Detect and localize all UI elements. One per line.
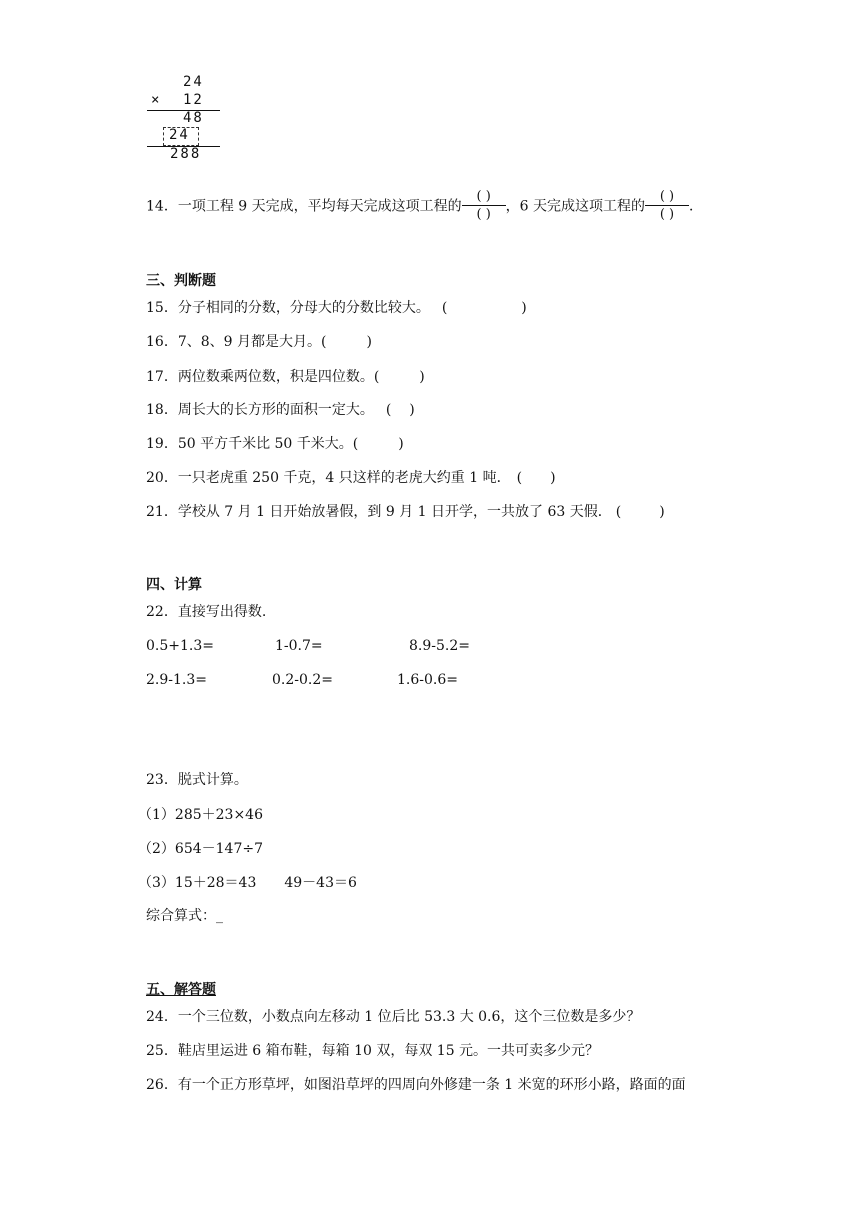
question-15: 15．分子相同的分数，分母大的分数比较大。 ( ): [146, 300, 527, 316]
q23-part-2: （2）654－147÷7: [138, 841, 263, 857]
question-24: 24．一个三位数，小数点向左移动 1 位后比 53.3 大 0.6，这个三位数是多少？: [146, 1009, 641, 1025]
calc-item: 8.9-5.2=: [409, 638, 470, 654]
section-answer-title: 五、解答题: [146, 982, 216, 998]
q14-text-2: ，6 天完成这项工程的: [505, 198, 645, 215]
question-20: 20．一只老虎重 250 千克，4 只这样的老虎大约重 1 吨． ( ): [146, 470, 556, 486]
question-18: 18．周长大的长方形的面积一定大。 ( ): [146, 402, 415, 418]
multiplicand: 24: [183, 74, 204, 90]
q23-part-1: （1）285＋23×46: [138, 807, 263, 823]
partial-product-2: 24: [169, 127, 190, 143]
question-23: 23．脱式计算。: [146, 772, 248, 788]
calc-item: 1.6-0.6=: [397, 672, 458, 688]
q14-text-3: ．: [688, 198, 703, 215]
q14-text-1: 14．一项工程 9 天完成，平均每天完成这项工程的: [146, 198, 462, 215]
times-sign: ×: [151, 92, 162, 108]
question-22: 22．直接写出得数.: [146, 604, 267, 620]
calc-item: 0.5+1.3=: [146, 638, 214, 654]
question-26: 26．有一个正方形草坪，如图沿草坪的四周向外修建一条 1 米宽的环形小路，路面的面: [146, 1077, 686, 1093]
section-calculation-title: 四、计算: [146, 577, 202, 593]
multiplier: 12: [183, 92, 204, 108]
question-21: 21．学校从 7 月 1 日开始放暑假，到 9 月 1 日开学，一共放了 63 天假． ( ): [146, 504, 665, 520]
calc-item: 0.2-0.2=: [272, 672, 333, 688]
q14-fraction-1: $\frac{( )}{( )}$: [462, 188, 506, 223]
q23-combined-expression: 综合算式：_: [146, 908, 223, 924]
question-19: 19．50 平方千米比 50 千米大。( ): [146, 436, 404, 452]
question-17: 17．两位数乘两位数，积是四位数。( ): [146, 369, 425, 385]
section-judgement-title: 三、判断题: [146, 273, 216, 289]
question-16: 16．7、8、9 月都是大月。( ): [146, 334, 372, 350]
q23-part-3: （3）15＋28＝43 49－43＝6: [138, 875, 357, 891]
calc-item: 2.9-1.3=: [146, 672, 207, 688]
product: 288: [170, 146, 202, 162]
partial-product-1: 48: [183, 110, 204, 126]
question-25: 25．鞋店里运进 6 箱布鞋，每箱 10 双，每双 15 元。一共可卖多少元？: [146, 1043, 600, 1059]
q14-fraction-2: $\frac{( )}{( )}$: [645, 188, 689, 223]
question-14: [146, 189, 703, 224]
calc-item: 1-0.7=: [275, 638, 323, 654]
